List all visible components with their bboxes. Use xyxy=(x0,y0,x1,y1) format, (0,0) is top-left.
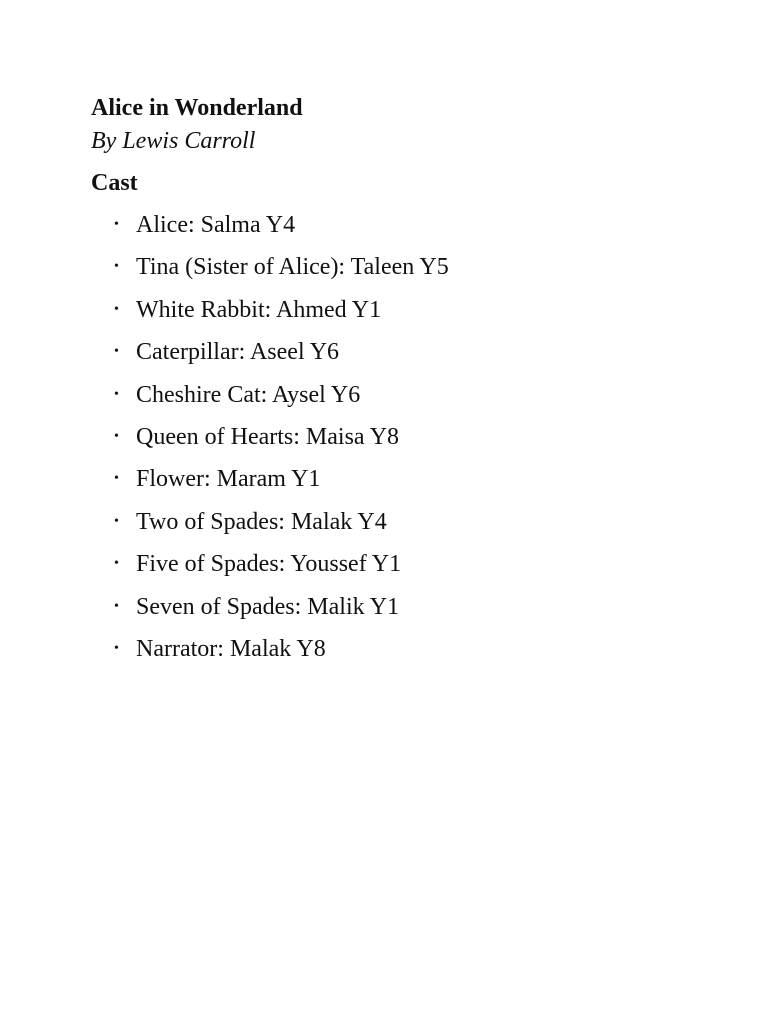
bullet-icon: • xyxy=(114,301,119,317)
bullet-icon: • xyxy=(114,640,119,656)
cast-list-item xyxy=(91,463,731,495)
cast-entry: Caterpillar: Aseel Y6 xyxy=(136,339,340,366)
cast-entry: Seven of Spades: Malik Y1 xyxy=(136,593,400,620)
bullet-icon: • xyxy=(114,259,119,275)
cast-list-item xyxy=(91,379,731,411)
cast-list-item xyxy=(91,591,731,623)
cast-heading: Cast xyxy=(91,170,138,196)
cast-list-item xyxy=(91,633,731,665)
cast-entry: White Rabbit: Ahmed Y1 xyxy=(136,296,382,323)
bullet-icon: • xyxy=(114,217,119,232)
bullet-icon: • xyxy=(114,428,119,444)
cast-entry: Alice: Salma Y4 xyxy=(136,212,296,238)
cast-entry: Queen of Hearts: Maisa Y8 xyxy=(136,423,400,450)
bullet-icon: • xyxy=(114,344,119,360)
cast-list xyxy=(91,209,731,665)
cast-list-item xyxy=(91,548,731,580)
cast-list-item xyxy=(91,294,731,326)
document-author: By Lewis Carroll xyxy=(91,128,256,154)
cast-list-item xyxy=(91,251,731,283)
cast-list-item xyxy=(91,336,731,368)
bullet-icon: • xyxy=(114,471,119,487)
cast-entry: Two of Spades: Malak Y4 xyxy=(136,508,387,535)
bullet-icon: • xyxy=(114,556,119,572)
cast-entry: Flower: Maram Y1 xyxy=(136,466,321,493)
bullet-icon: • xyxy=(114,598,119,614)
cast-entry: Cheshire Cat: Aysel Y6 xyxy=(136,381,361,408)
cast-list-item xyxy=(91,209,731,241)
cast-entry: Tina (Sister of Alice): Taleen Y5 xyxy=(136,254,449,281)
document-page xyxy=(91,91,731,675)
bullet-icon: • xyxy=(114,513,119,529)
cast-list-item xyxy=(91,421,731,453)
cast-entry: Five of Spades: Youssef Y1 xyxy=(136,551,402,578)
bullet-icon: • xyxy=(114,386,119,402)
document-title: Alice in Wonderland xyxy=(91,95,303,121)
cast-entry: Narrator: Malak Y8 xyxy=(136,635,326,662)
cast-list-item xyxy=(91,506,731,538)
